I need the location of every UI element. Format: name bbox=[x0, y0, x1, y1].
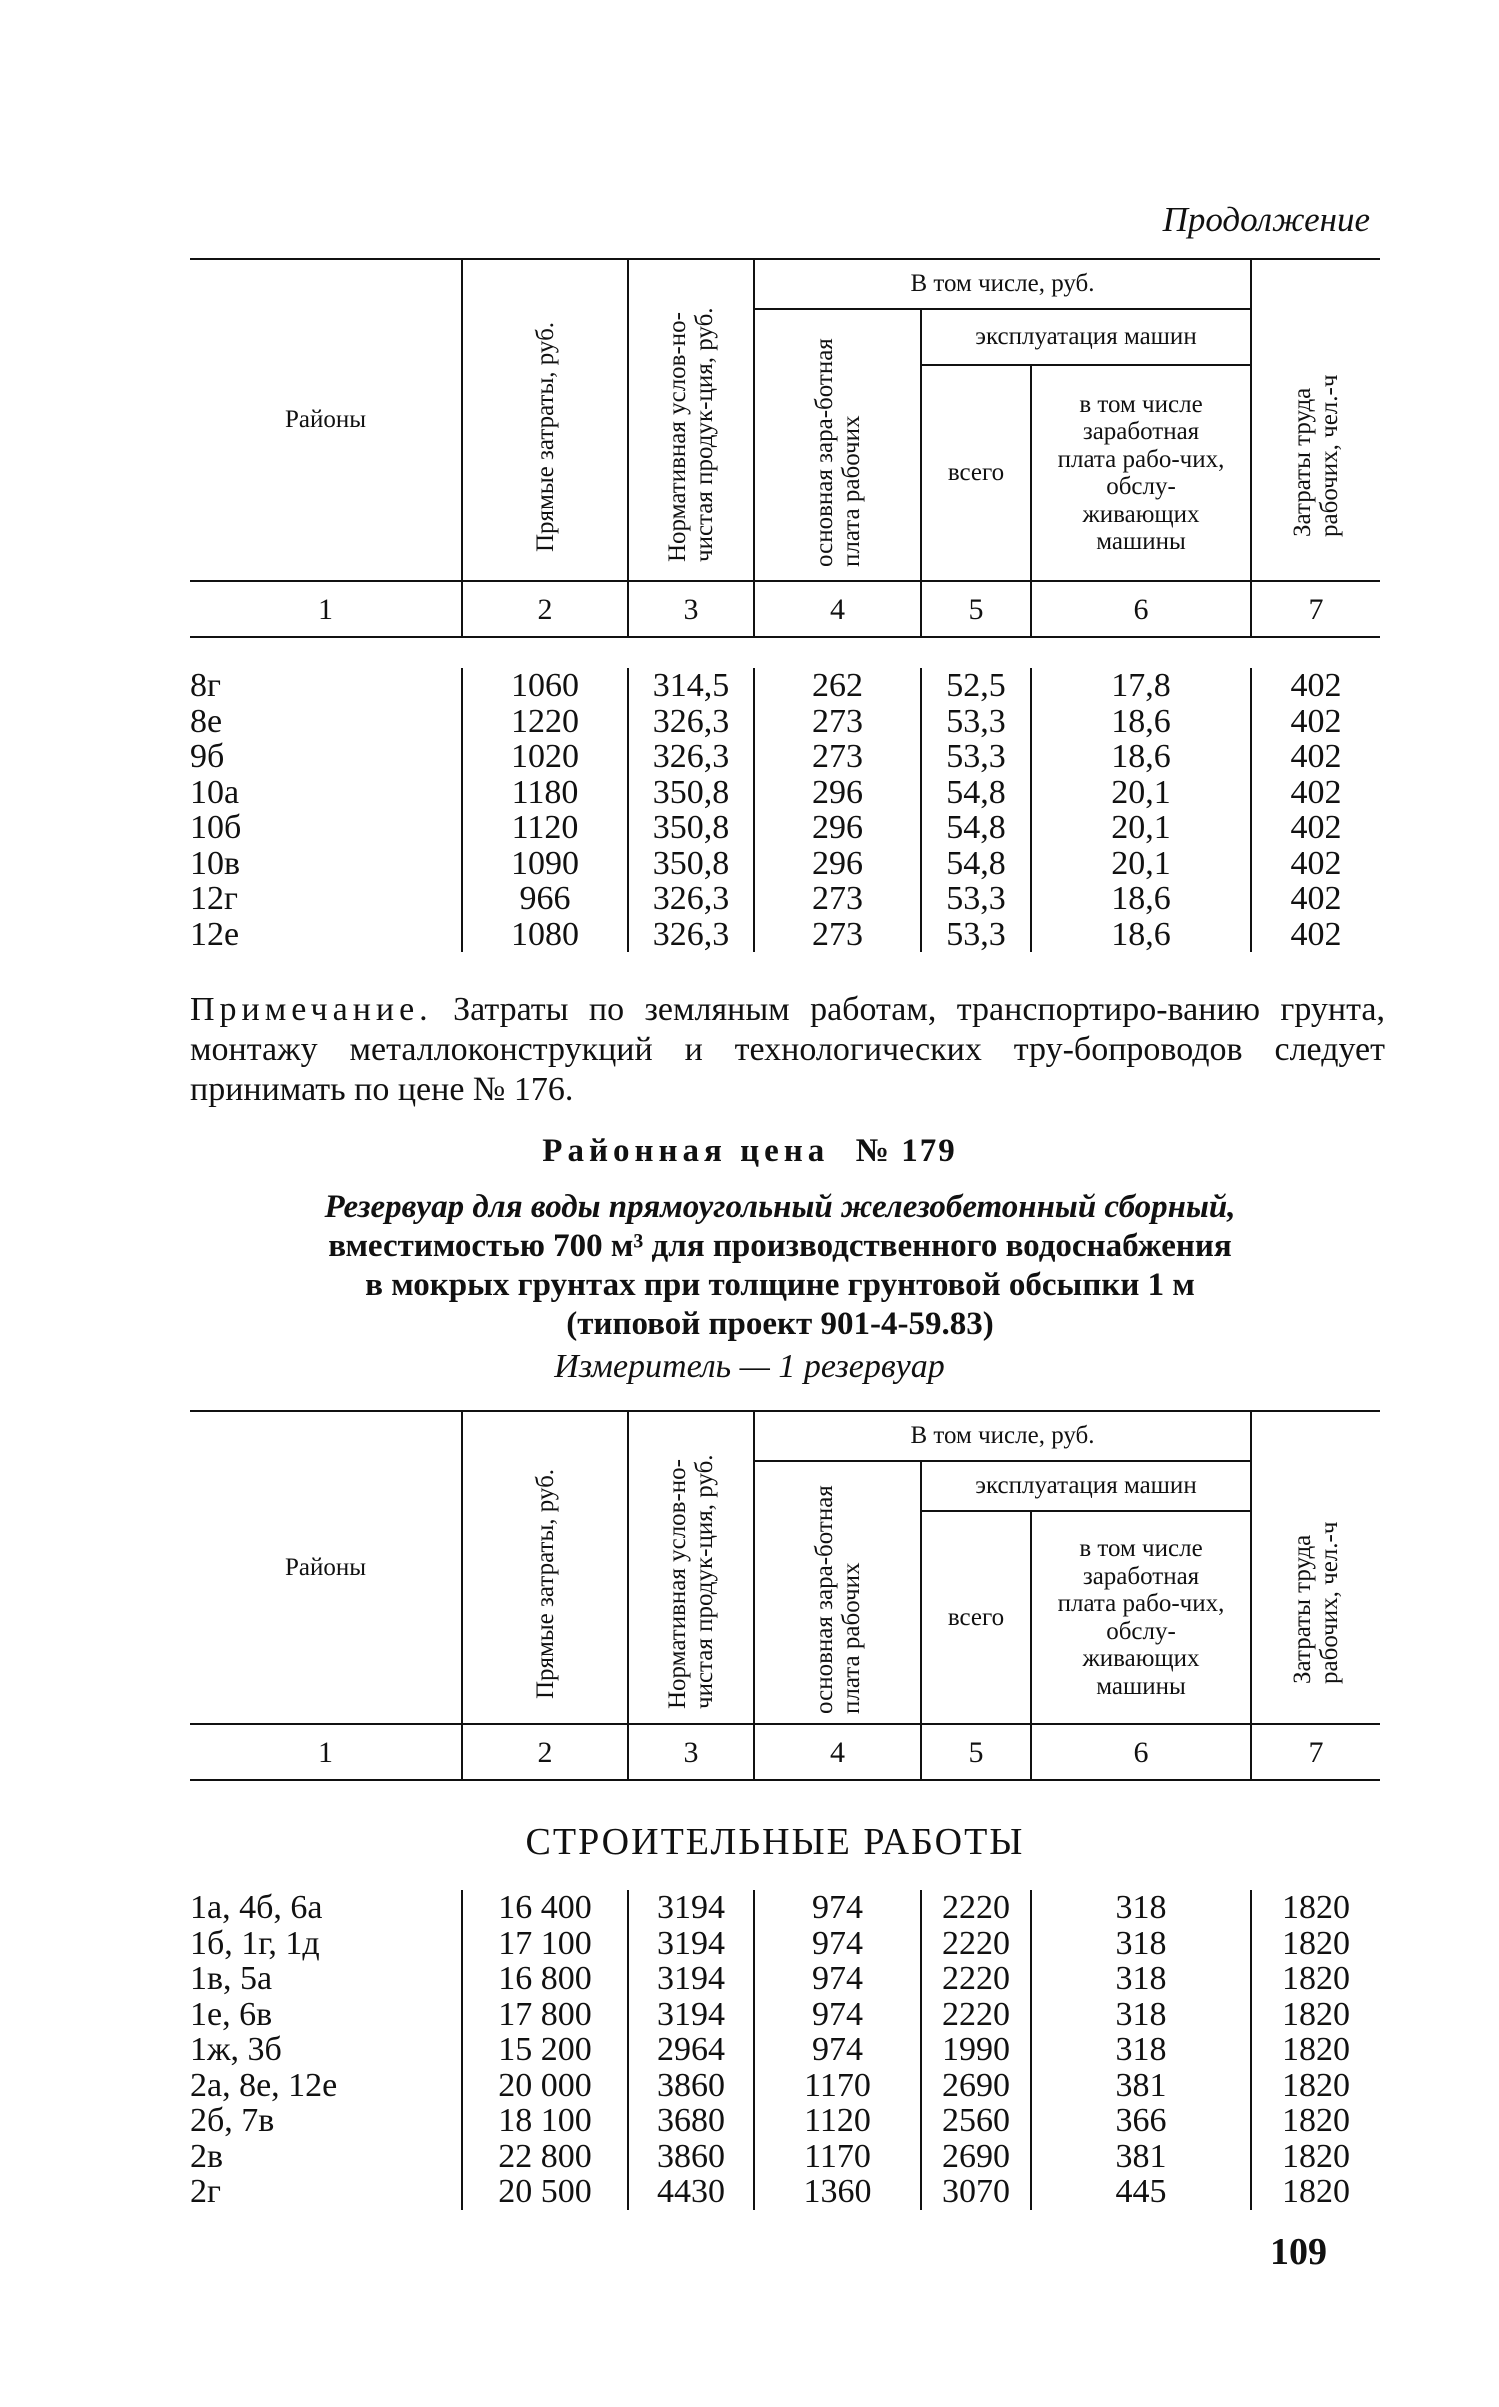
value-cell: 296 bbox=[754, 810, 921, 846]
value-cell: 966 bbox=[462, 881, 628, 917]
value-cell: 1820 bbox=[1251, 1926, 1380, 1962]
value-cell: 273 bbox=[754, 739, 921, 775]
price-title: Резервуар для воды прямоугольный железобетонный сборный, вместимостью 700 м³ для производственного водоснабжения в мокрых грунтах при толщине грунтовой обсыпки 1 м (типовой проект 901-4-59.83) bbox=[324, 1189, 1236, 1342]
value-cell: 2220 bbox=[921, 1961, 1031, 1997]
region-cell: 9б bbox=[190, 738, 225, 775]
value-cell: 4430 bbox=[628, 2174, 754, 2210]
value-cell: 1170 bbox=[754, 2139, 921, 2175]
table1-body bbox=[190, 668, 1380, 952]
value-cell: 54,8 bbox=[921, 810, 1031, 846]
value-cell: 1820 bbox=[1251, 2032, 1380, 2068]
value-cell: 3194 bbox=[628, 1926, 754, 1962]
value-cell: 20,1 bbox=[1031, 810, 1251, 846]
header2-machines: эксплуатация машин bbox=[921, 1461, 1251, 1511]
region-cell: 10в bbox=[190, 844, 241, 882]
value-cell: 2220 bbox=[921, 1890, 1031, 1926]
header-num-2: 2 bbox=[462, 581, 628, 637]
table-row bbox=[190, 2103, 1380, 2139]
value-cell: 350,8 bbox=[628, 810, 754, 846]
value-cell: 1020 bbox=[462, 739, 628, 775]
value-cell: 1820 bbox=[1251, 2139, 1380, 2175]
value-cell: 402 bbox=[1251, 917, 1380, 953]
value-cell: 1820 bbox=[1251, 1961, 1380, 1997]
value-cell: 366 bbox=[1031, 2103, 1251, 2139]
value-cell: 53,3 bbox=[921, 739, 1031, 775]
value-cell: 53,3 bbox=[921, 704, 1031, 740]
value-cell: 1220 bbox=[462, 704, 628, 740]
value-cell: 974 bbox=[754, 1961, 921, 1997]
value-cell: 314,5 bbox=[628, 668, 754, 704]
value-cell: 273 bbox=[754, 704, 921, 740]
value-cell: 53,3 bbox=[921, 881, 1031, 917]
table-row bbox=[190, 810, 1380, 846]
header2-num-3: 3 bbox=[628, 1724, 754, 1780]
region-cell: 1в, 5а bbox=[190, 1960, 273, 1997]
value-cell: 1060 bbox=[462, 668, 628, 704]
value-cell: 54,8 bbox=[921, 775, 1031, 811]
value-cell: 273 bbox=[754, 881, 921, 917]
header2-num-5: 5 bbox=[921, 1724, 1031, 1780]
value-cell: 1180 bbox=[462, 775, 628, 811]
value-cell: 16 400 bbox=[462, 1890, 628, 1926]
table-row bbox=[190, 1890, 1380, 1926]
header-num-1: 1 bbox=[190, 581, 462, 637]
value-cell: 3860 bbox=[628, 2068, 754, 2104]
value-cell: 402 bbox=[1251, 668, 1380, 704]
value-cell: 974 bbox=[754, 1926, 921, 1962]
value-cell: 18,6 bbox=[1031, 739, 1251, 775]
header2-num-4: 4 bbox=[754, 1724, 921, 1780]
table-row bbox=[190, 739, 1380, 775]
value-cell: 22 800 bbox=[462, 2139, 628, 2175]
value-cell: 3194 bbox=[628, 1890, 754, 1926]
value-cell: 20,1 bbox=[1031, 775, 1251, 811]
region-cell: 12г bbox=[190, 880, 238, 917]
value-cell: 1820 bbox=[1251, 2068, 1380, 2104]
value-cell: 18,6 bbox=[1031, 704, 1251, 740]
header-num-6: 6 bbox=[1031, 581, 1251, 637]
value-cell: 1080 bbox=[462, 917, 628, 953]
table1-header bbox=[190, 258, 1380, 638]
value-cell: 20 000 bbox=[462, 2068, 628, 2104]
value-cell: 3194 bbox=[628, 1961, 754, 1997]
value-cell: 1090 bbox=[462, 846, 628, 882]
value-cell: 54,8 bbox=[921, 846, 1031, 882]
value-cell: 1820 bbox=[1251, 2103, 1380, 2139]
value-cell: 2220 bbox=[921, 1926, 1031, 1962]
value-cell: 1360 bbox=[754, 2174, 921, 2210]
header2-total: всего bbox=[921, 1511, 1031, 1724]
region-cell: 12е bbox=[190, 915, 240, 953]
value-cell: 381 bbox=[1031, 2068, 1251, 2104]
value-cell: 402 bbox=[1251, 881, 1380, 917]
value-cell: 20 500 bbox=[462, 2174, 628, 2210]
table2-header bbox=[190, 1410, 1380, 1781]
value-cell: 2220 bbox=[921, 1997, 1031, 2033]
value-cell: 3680 bbox=[628, 2103, 754, 2139]
table2-body bbox=[190, 1890, 1380, 2210]
table-row bbox=[190, 2032, 1380, 2068]
value-cell: 974 bbox=[754, 2032, 921, 2068]
header-direct-costs: Прямые затраты, руб. bbox=[462, 259, 628, 581]
header-total: всего bbox=[921, 365, 1031, 581]
header-labor: Затраты труда рабочих, чел.-ч bbox=[1251, 259, 1380, 581]
section-heading: СТРОИТЕЛЬНЫЕ РАБОТЫ bbox=[525, 1821, 1025, 1863]
note: Примечание. Затраты по земляным работам, транспортиро-ванию грунта, монтажу металлоконструкций и технологических тру-бопроводов следует принимать по цене № 176. bbox=[190, 991, 1385, 1108]
header-num-7: 7 bbox=[1251, 581, 1380, 637]
value-cell: 16 800 bbox=[462, 1961, 628, 1997]
header2-direct-costs: Прямые затраты, руб. bbox=[462, 1411, 628, 1724]
value-cell: 1820 bbox=[1251, 1997, 1380, 2033]
page-number: 109 bbox=[1270, 2231, 1327, 2273]
value-cell: 318 bbox=[1031, 2032, 1251, 2068]
value-cell: 974 bbox=[754, 1997, 921, 2033]
table-row bbox=[190, 775, 1380, 811]
value-cell: 326,3 bbox=[628, 739, 754, 775]
value-cell: 402 bbox=[1251, 739, 1380, 775]
value-cell: 17,8 bbox=[1031, 668, 1251, 704]
value-cell: 318 bbox=[1031, 1926, 1251, 1962]
value-cell: 17 800 bbox=[462, 1997, 628, 2033]
region-cell: 10б bbox=[190, 809, 242, 846]
region-cell: 2а, 8е, 12е bbox=[190, 2066, 338, 2104]
value-cell: 296 bbox=[754, 846, 921, 882]
table-row bbox=[190, 846, 1380, 882]
header2-normative: Нормативная услов-но-чистая продук-ция, руб. bbox=[628, 1411, 754, 1724]
header-including: В том числе, руб. bbox=[754, 259, 1251, 309]
value-cell: 2964 bbox=[628, 2032, 754, 2068]
value-cell: 318 bbox=[1031, 1961, 1251, 1997]
region-cell: 2г bbox=[190, 2173, 221, 2210]
header-wage-machines: в том числе заработная плата рабо-чих, обслу-живающих машины bbox=[1031, 365, 1251, 581]
region-cell: 8г bbox=[190, 667, 221, 704]
value-cell: 1820 bbox=[1251, 1890, 1380, 1926]
region-cell: 10а bbox=[190, 773, 240, 811]
table-row bbox=[190, 1961, 1380, 1997]
header2-num-2: 2 bbox=[462, 1724, 628, 1780]
value-cell: 17 100 bbox=[462, 1926, 628, 1962]
value-cell: 20,1 bbox=[1031, 846, 1251, 882]
continued-label: Продолжение bbox=[1162, 200, 1370, 239]
header-base-wage: основная зара-ботная плата рабочих bbox=[754, 309, 921, 581]
value-cell: 1820 bbox=[1251, 2174, 1380, 2210]
table-row bbox=[190, 2174, 1380, 2210]
value-cell: 273 bbox=[754, 917, 921, 953]
value-cell: 445 bbox=[1031, 2174, 1251, 2210]
value-cell: 2560 bbox=[921, 2103, 1031, 2139]
value-cell: 402 bbox=[1251, 704, 1380, 740]
value-cell: 350,8 bbox=[628, 846, 754, 882]
value-cell: 350,8 bbox=[628, 775, 754, 811]
value-cell: 326,3 bbox=[628, 881, 754, 917]
value-cell: 318 bbox=[1031, 1997, 1251, 2033]
region-cell: 2в bbox=[190, 2137, 224, 2175]
value-cell: 18,6 bbox=[1031, 917, 1251, 953]
value-cell: 18 100 bbox=[462, 2103, 628, 2139]
value-cell: 1170 bbox=[754, 2068, 921, 2104]
table-row bbox=[190, 1926, 1380, 1962]
table-row bbox=[190, 2068, 1380, 2104]
price-heading: Районная цена № 179 bbox=[542, 1133, 957, 1169]
header-num-3: 3 bbox=[628, 581, 754, 637]
header2-including: В том числе, руб. bbox=[754, 1411, 1251, 1461]
header2-labor: Затраты труда рабочих, чел.-ч bbox=[1251, 1411, 1380, 1724]
header-machines: эксплуатация машин bbox=[921, 309, 1251, 365]
region-cell: 2б, 7в bbox=[190, 2102, 275, 2139]
value-cell: 402 bbox=[1251, 775, 1380, 811]
table-row bbox=[190, 1997, 1380, 2033]
value-cell: 381 bbox=[1031, 2139, 1251, 2175]
value-cell: 1120 bbox=[462, 810, 628, 846]
header2-num-7: 7 bbox=[1251, 1724, 1380, 1780]
header-regions: Районы bbox=[190, 259, 462, 581]
region-cell: 1а, 4б, 6а bbox=[190, 1889, 323, 1926]
value-cell: 2690 bbox=[921, 2139, 1031, 2175]
header2-regions: Районы bbox=[190, 1411, 462, 1724]
value-cell: 262 bbox=[754, 668, 921, 704]
value-cell: 318 bbox=[1031, 1890, 1251, 1926]
region-cell: 1ж, 3б bbox=[190, 2031, 282, 2068]
value-cell: 1120 bbox=[754, 2103, 921, 2139]
value-cell: 326,3 bbox=[628, 704, 754, 740]
header2-wage-machines: в том числе заработная плата рабо-чих, обслу-живающих машины bbox=[1031, 1511, 1251, 1724]
value-cell: 52,5 bbox=[921, 668, 1031, 704]
value-cell: 402 bbox=[1251, 846, 1380, 882]
value-cell: 3194 bbox=[628, 1997, 754, 2033]
value-cell: 974 bbox=[754, 1890, 921, 1926]
value-cell: 18,6 bbox=[1031, 881, 1251, 917]
value-cell: 326,3 bbox=[628, 917, 754, 953]
table-row bbox=[190, 881, 1380, 917]
header-normative: Нормативная услов-но-чистая продук-ция, руб. bbox=[628, 259, 754, 581]
region-cell: 1б, 1г, 1д bbox=[190, 1924, 320, 1962]
value-cell: 296 bbox=[754, 775, 921, 811]
region-cell: 8е bbox=[190, 702, 223, 740]
value-cell: 3860 bbox=[628, 2139, 754, 2175]
value-cell: 2690 bbox=[921, 2068, 1031, 2104]
table-row bbox=[190, 668, 1380, 704]
header2-base-wage: основная зара-ботная плата рабочих bbox=[754, 1461, 921, 1724]
table-row bbox=[190, 704, 1380, 740]
value-cell: 1990 bbox=[921, 2032, 1031, 2068]
value-cell: 53,3 bbox=[921, 917, 1031, 953]
header2-num-6: 6 bbox=[1031, 1724, 1251, 1780]
value-cell: 402 bbox=[1251, 810, 1380, 846]
header-num-5: 5 bbox=[921, 581, 1031, 637]
table-row bbox=[190, 2139, 1380, 2175]
header-num-4: 4 bbox=[754, 581, 921, 637]
header2-num-1: 1 bbox=[190, 1724, 462, 1780]
value-cell: 15 200 bbox=[462, 2032, 628, 2068]
value-cell: 3070 bbox=[921, 2174, 1031, 2210]
measure-unit: Измеритель — 1 резервуар bbox=[554, 1348, 945, 1385]
region-cell: 1е, 6в bbox=[190, 1995, 273, 2033]
table-row bbox=[190, 917, 1380, 953]
